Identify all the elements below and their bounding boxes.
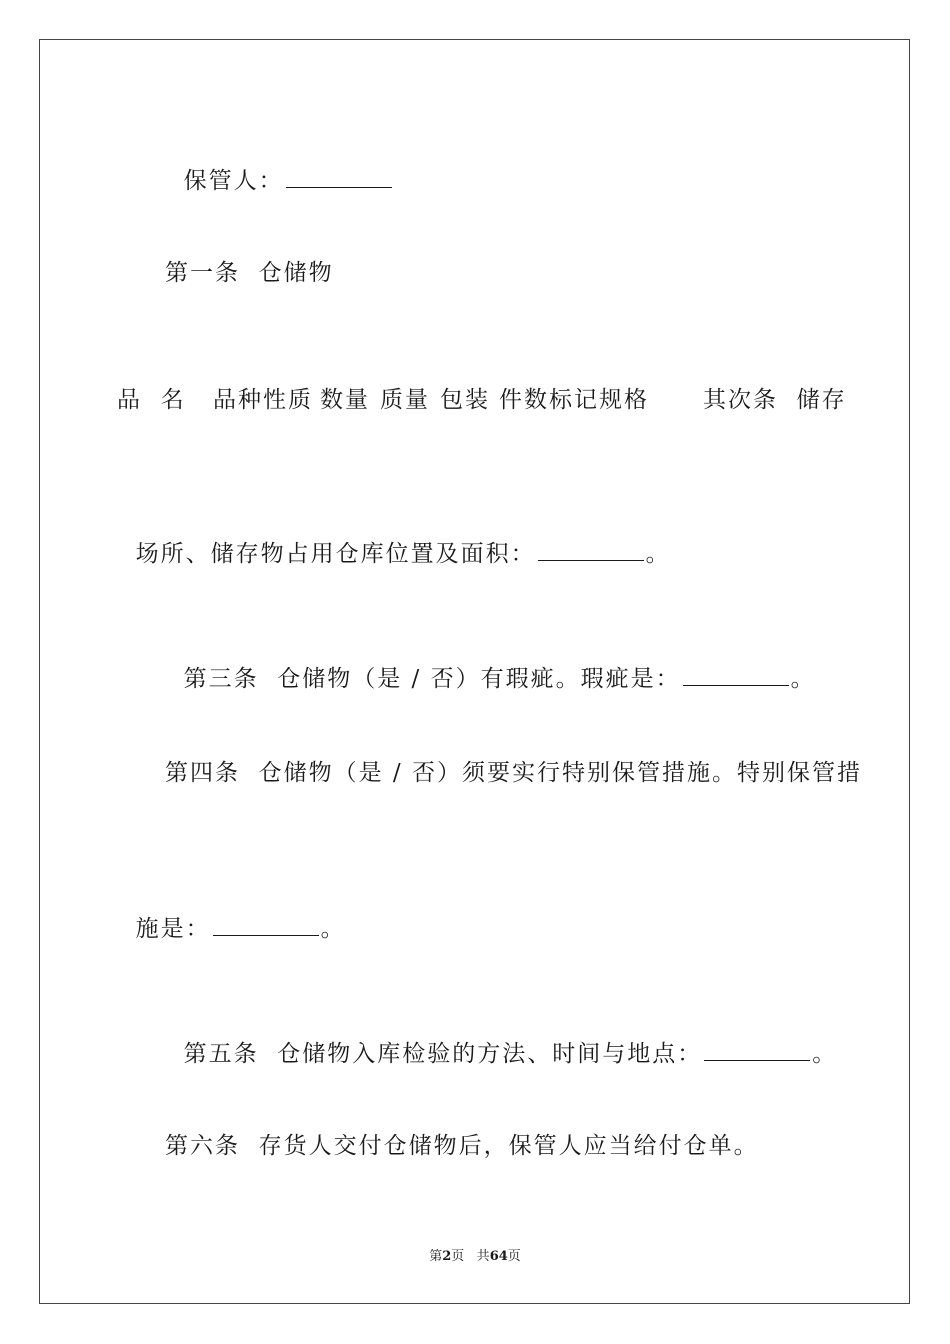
storage-items-header-row xyxy=(117,385,847,415)
article-5 xyxy=(165,1008,837,1069)
keeper-line xyxy=(165,135,394,196)
page-footer xyxy=(0,1249,950,1265)
article-5-period: 。 xyxy=(812,1041,838,1067)
col-quality: 质量 xyxy=(380,387,430,413)
article-4-text: 施是： xyxy=(135,916,211,942)
article-4-period: 。 xyxy=(320,916,346,942)
article-6: 第六条 存货人交付仓储物后，保管人应当给付仓单。 xyxy=(165,1133,759,1159)
article-1-heading: 第一条 仓储物 xyxy=(165,260,334,286)
article-4: 第四条 仓储物（是 / 否）须要实行特别保管措施。特别保管措 xyxy=(165,760,862,786)
article-2-continuation xyxy=(117,508,671,569)
article-3-period: 。 xyxy=(790,666,816,692)
article-2-start: 其次条 储存 xyxy=(703,387,847,413)
col-quantity: 数量 xyxy=(320,387,370,413)
footer-page-prefix: 第 xyxy=(429,1249,443,1264)
article-2-text: 场所、储存物占用仓库位置及面积： xyxy=(135,541,536,567)
article-3-text: 第三条 仓储物（是 / 否）有瑕疵。瑕疵是： xyxy=(183,666,681,692)
col-packaging: 包装 xyxy=(440,387,490,413)
footer-total-number: 64 xyxy=(489,1249,508,1264)
article-2-period: 。 xyxy=(645,541,671,567)
col-name: 品 名 xyxy=(117,387,186,413)
article-3-blank[interactable] xyxy=(683,663,789,686)
footer-page-suffix: 页 xyxy=(451,1249,465,1264)
col-marks-spec: 件数标记规格 xyxy=(499,387,649,413)
article-5-text: 第五条 仓储物入库检验的方法、时间与地点： xyxy=(183,1041,703,1067)
article-4-blank[interactable] xyxy=(213,913,319,936)
keeper-label: 保管人： xyxy=(183,168,284,194)
col-variety: 品种性质 xyxy=(213,387,313,413)
keeper-blank[interactable] xyxy=(286,165,392,188)
footer-total-prefix: 共 xyxy=(476,1249,490,1264)
article-4-continuation xyxy=(117,883,346,944)
footer-total-suffix: 页 xyxy=(507,1249,521,1264)
footer-page-number: 2 xyxy=(442,1249,452,1264)
article-2-blank[interactable] xyxy=(538,538,644,561)
article-3 xyxy=(165,633,816,694)
article-5-blank[interactable] xyxy=(704,1038,810,1061)
